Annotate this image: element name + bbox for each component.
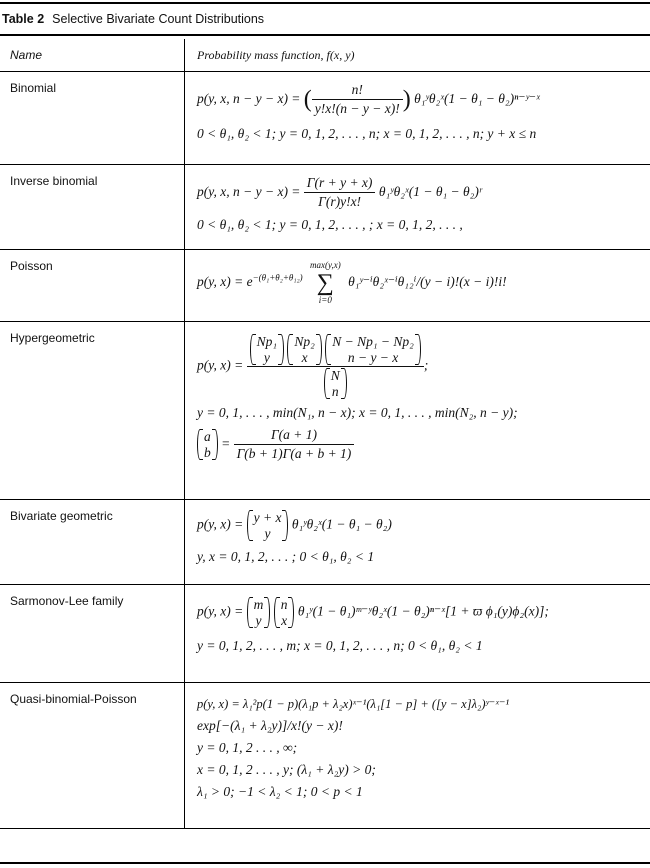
- distributions-table: [0, 39, 650, 829]
- pmf-formula: p(y, x, n − y − x) = $\frac{\Gamma(r + y + x)}{\Gamma(r)y!x!}$ θ₁ʸθ₂ˣ(1 − θ₁ − θ₂)ʳ: [197, 175, 482, 210]
- pmf-line: p(y, x) = λ₁²p(1 − p)(λ₁p + λ₂x)ˣ⁻¹(λ₁[1 − p] + ([y − x]λ₂)ʸ⁻ˣ⁻¹: [197, 697, 510, 711]
- table-row-poisson: [0, 250, 650, 322]
- binomial-coefficient: m y: [247, 597, 271, 628]
- fraction: $\frac{n!}{y!x!(n - y - x)!}$: [312, 82, 403, 117]
- top-rule: [0, 2, 650, 4]
- table-title: Selective Bivariate Count Distributions: [52, 12, 265, 26]
- table-caption: [0, 8, 650, 30]
- pmf-formula: p(y, x, n − y − x) = ( $\frac{n!}{y!x!(n - y - x)!}$ ) θ₁ʸθ₂ˣ(1 − θ₁ − θ₂)ⁿ⁻ʸ⁻ˣ: [197, 82, 540, 117]
- row-name: Quasi-binomial-Poisson: [0, 683, 185, 829]
- pmf-support: y = 0, 1, 2, . . . , m; x = 0, 1, 2, . . . , n; 0 < θ₁, θ₂ < 1: [197, 638, 483, 654]
- row-name: Inverse binomial: [0, 165, 185, 250]
- binomial-coefficient: a b: [197, 429, 218, 460]
- header-pmf: Probability mass function, f(x, y): [185, 39, 650, 72]
- pmf-line: x = 0, 1, 2 . . . , y; (λ₁ + λ₂y) > 0;: [197, 762, 376, 777]
- binomial-coefficient: n x: [274, 597, 295, 628]
- table-row-quasi-binomial-poisson: [0, 683, 650, 829]
- row-name: Sarmonov-Lee family: [0, 585, 185, 683]
- pmf-support: y, x = 0, 1, 2, . . . ; 0 < θ₁, θ₂ < 1: [197, 549, 375, 565]
- pmf-formula: p(y, x) = Np₁ y Np₂ x N − Np₁ − Np₂ n − y − x N n ;: [197, 334, 429, 399]
- pmf-definition: a b = $\frac{\Gamma(a + 1)}{\Gamma(b + 1)\Gamma(a + b + 1)}$: [197, 427, 650, 462]
- table-row-binomial: [0, 72, 650, 165]
- table-row-inverse-binomial: [0, 165, 650, 250]
- binomial-coefficient: N − Np₁ − Np₂ n − y − x: [325, 334, 421, 365]
- table-row-hypergeometric: [0, 322, 650, 500]
- row-name: Binomial: [0, 72, 185, 165]
- fraction: [247, 334, 424, 399]
- binomial-coefficient: N n: [324, 368, 347, 399]
- caption-rule: [0, 34, 650, 36]
- fraction: $\frac{\Gamma(r + y + x)}{\Gamma(r)y!x!}$: [304, 175, 376, 210]
- row-name: Hypergeometric: [0, 322, 185, 500]
- bottom-rule: [0, 862, 650, 864]
- pmf-support: y = 0, 1, . . . , min(N₁, n − x); x = 0, 1, . . . , min(N₂, n − y);: [197, 405, 518, 421]
- binomial-coefficient: y + x y: [247, 510, 289, 541]
- summation: max(y,x) ∑ i=0: [309, 260, 341, 305]
- fraction: $\frac{\Gamma(a + 1)}{\Gamma(b + 1)\Gamma(a + b + 1)}$: [234, 427, 355, 462]
- pmf-formula: p(y, x) = y + x y θ₁ʸθ₂ˣ(1 − θ₁ − θ₂): [197, 510, 392, 541]
- pmf-formula: p(y, $x) = e^{-(\theta_1+\theta_2+\theta_{12})}$ max(y,x) ∑ i=0 θ₁ʸ⁻ⁱθ₂ˣ⁻ⁱθ₁₂ⁱ/(y − i)!(x − i)!i!: [197, 260, 507, 305]
- pmf-formula: p(y, x) = m y n x θ₁ʸ(1 − θ₁)ᵐ⁻ʸθ₂ˣ(1 − θ₂)ⁿ⁻ˣ[1 + ϖ ϕ₁(y)ϕ₂(x)];: [197, 597, 549, 628]
- row-name: Bivariate geometric: [0, 500, 185, 585]
- pmf-support: 0 < θ₁, θ₂ < 1; y = 0, 1, 2, . . . , n; x = 0, 1, 2, . . . , n; y + x ≤ n: [197, 126, 537, 142]
- pmf-line: exp[−(λ₁ + λ₂y)]/x!(y − x)!: [197, 718, 343, 733]
- pmf-support: 0 < θ₁, θ₂ < 1; y = 0, 1, 2, . . . , ; x = 0, 1, 2, . . . ,: [197, 217, 463, 233]
- header-name: Name: [0, 39, 185, 72]
- table-number: Table 2: [2, 12, 45, 26]
- table-row-sarmonov-lee: [0, 585, 650, 683]
- table-header-row: [0, 39, 650, 72]
- pmf-line: y = 0, 1, 2 . . . , ∞;: [197, 740, 298, 755]
- binomial-coefficient: Np₁ y: [250, 334, 284, 365]
- table-row-bivariate-geometric: [0, 500, 650, 585]
- binomial-coefficient: Np₂ x: [287, 334, 321, 365]
- row-name: Poisson: [0, 250, 185, 322]
- pmf-line: λ₁ > 0; −1 < λ₂ < 1; 0 < p < 1: [197, 784, 363, 799]
